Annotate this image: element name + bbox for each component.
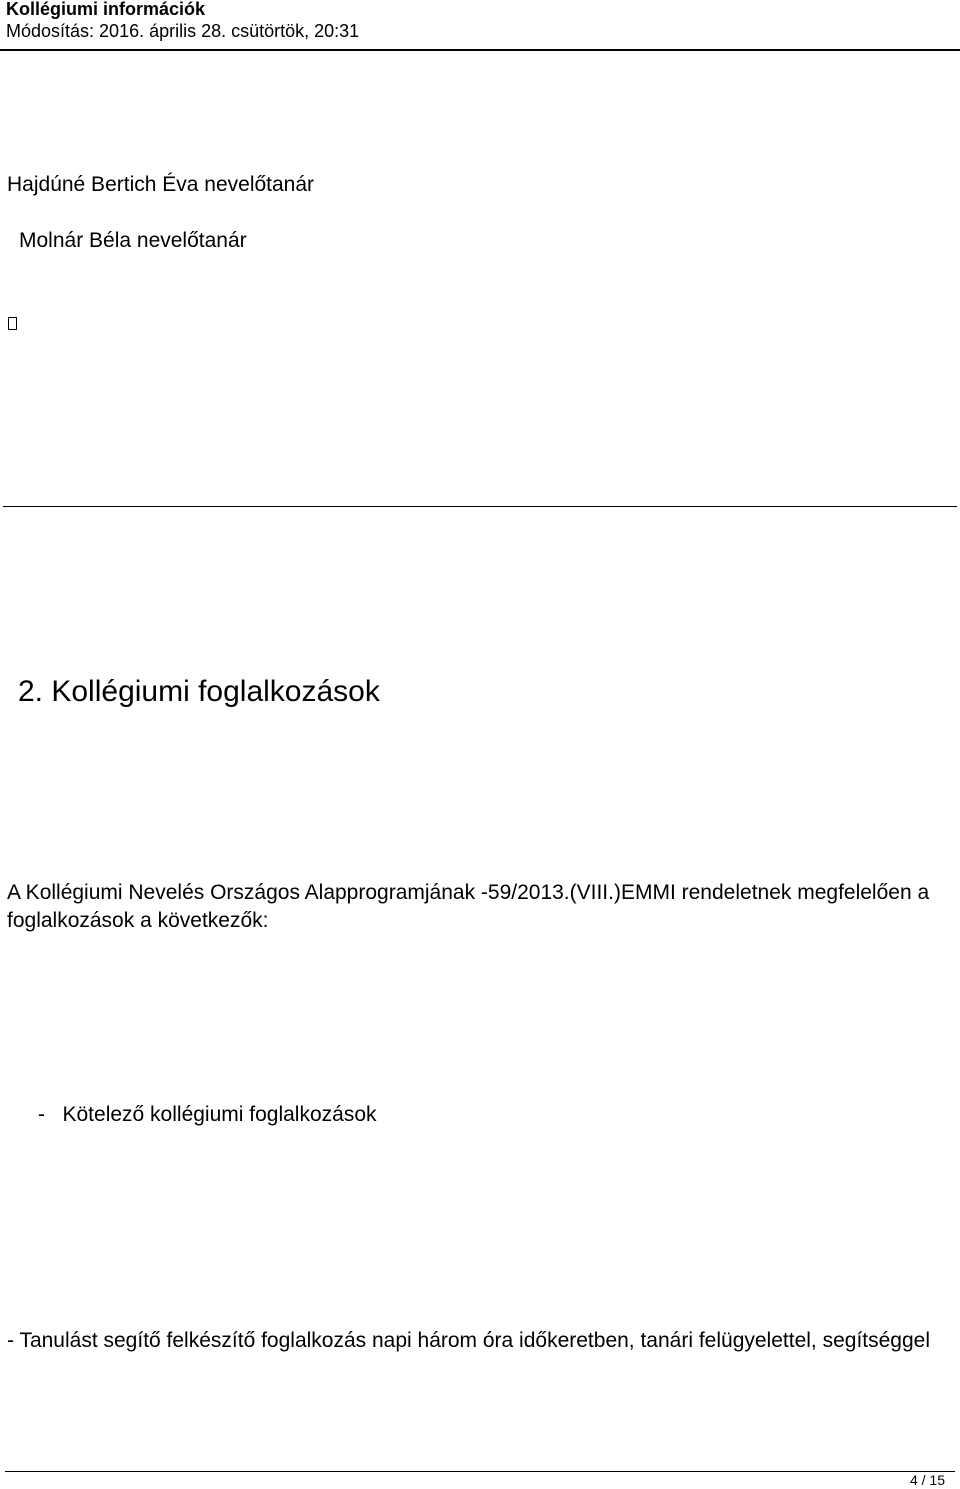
section-divider xyxy=(3,506,957,507)
list-item: - Kötelező kollégiumi foglalkozások xyxy=(38,1103,377,1126)
missing-glyph-icon xyxy=(8,317,17,330)
footer-divider xyxy=(5,1471,955,1472)
document-title: Kollégiumi információk xyxy=(6,0,206,19)
header-divider xyxy=(0,49,960,51)
modified-date: Módosítás: 2016. április 28. csütörtök, 20:31 xyxy=(6,21,360,41)
list-item: - Tanulást segítő felkészítő foglalkozás napi három óra időkeretben, tanári felügyelettel, segítséggel xyxy=(7,1329,930,1352)
author-name: Hajdúné Bertich Éva nevelőtanár xyxy=(7,173,315,196)
page-number: 4 / 15 xyxy=(909,1472,945,1488)
section-heading: 2. Kollégiumi foglalkozások xyxy=(18,675,380,708)
intro-paragraph: A Kollégiumi Nevelés Országos Alapprogramjának -59/2013.(VIII.)EMMI rendeletnek megfelelően a foglalkozások a következők: xyxy=(7,881,930,932)
author-name: Molnár Béla nevelőtanár xyxy=(19,229,247,252)
